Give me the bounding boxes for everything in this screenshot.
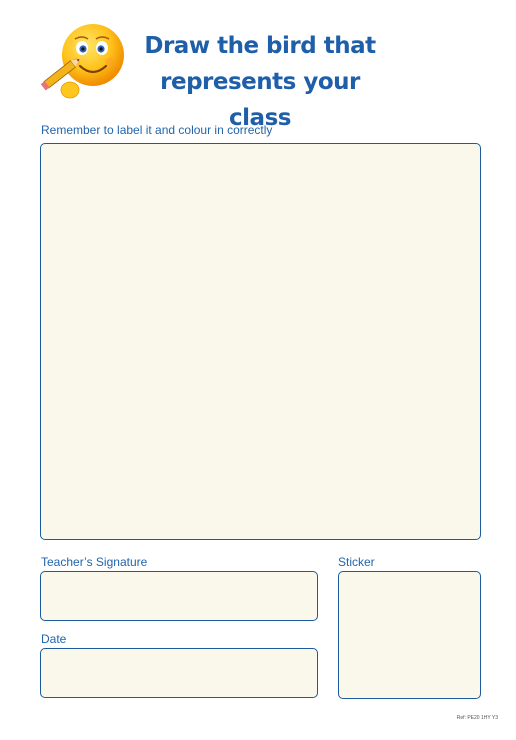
date-label: Date xyxy=(41,632,67,646)
title-line-1: Draw the bird that xyxy=(144,33,376,59)
title-line-2: represents your class xyxy=(160,69,360,131)
sticker-area[interactable] xyxy=(338,571,481,699)
sticker-label: Sticker xyxy=(338,555,375,569)
date-field[interactable] xyxy=(40,648,318,698)
reference-code: Ref: PE20 1HY Y3 xyxy=(456,715,498,721)
signature-label: Teacher’s Signature xyxy=(41,555,148,569)
signature-field[interactable] xyxy=(40,571,318,621)
page-title xyxy=(135,28,385,136)
smiley-with-pencil-icon xyxy=(38,22,130,104)
drawing-instruction-label: Remember to label it and colour in correctly xyxy=(41,123,273,137)
drawing-area[interactable] xyxy=(40,143,481,540)
